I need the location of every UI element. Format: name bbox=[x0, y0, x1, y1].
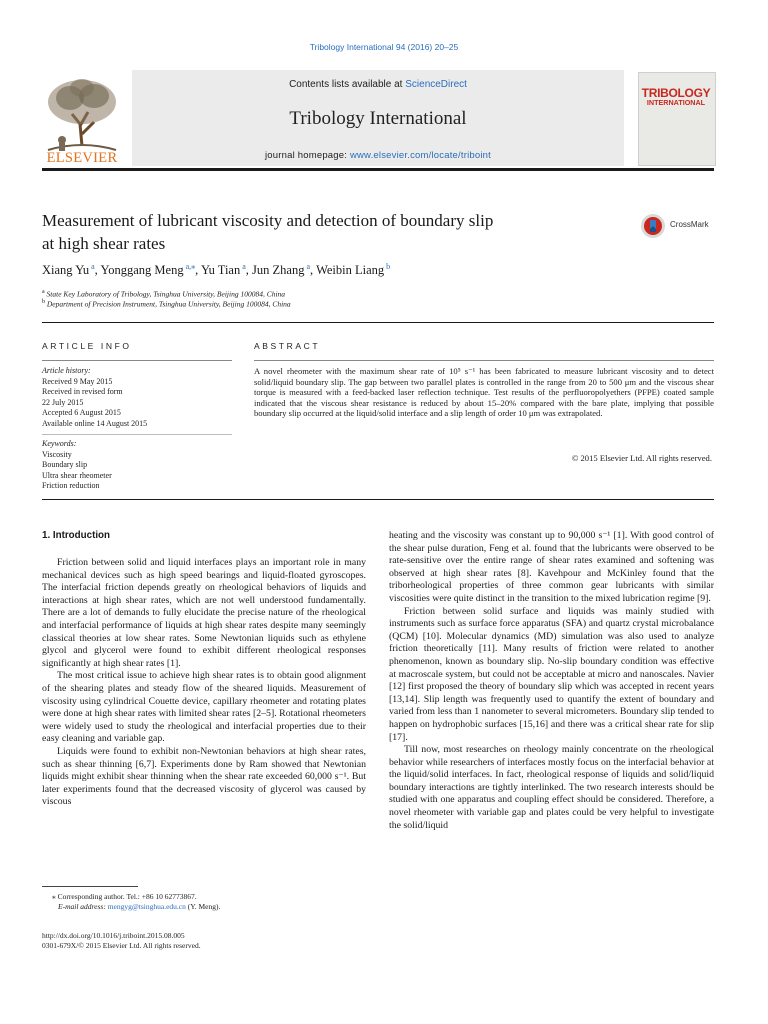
cover-subtitle: INTERNATIONAL bbox=[646, 98, 706, 107]
author-affiliation-marker[interactable]: b bbox=[384, 262, 391, 271]
cover-title: TRIBOLOGY bbox=[641, 86, 711, 100]
article-history bbox=[42, 366, 232, 430]
affiliation-marker: a bbox=[42, 289, 45, 295]
history-item: Accepted 6 August 2015 bbox=[42, 408, 121, 418]
author-affiliation-marker[interactable]: a bbox=[89, 262, 95, 271]
section-heading-introduction: 1. Introduction bbox=[42, 530, 111, 541]
article-title bbox=[42, 209, 622, 255]
keyword-item: Boundary slip bbox=[42, 460, 88, 470]
journal-title: Tribology International bbox=[289, 108, 467, 129]
paragraph: heating and the viscosity was constant up to 90,000 s⁻¹ [1]. With good control of the shear pulse duration, Feng et al. found that the lubricants were observed to be rate-sensitive over the entire range of shear rates examined and softening was observed at high shear rates [8]. Kavehpour and McKinley found that the triborheological properties of three common gear lubricants with similar viscosities were quite distinct in the transition to the mixed lubrication regime [9]. bbox=[389, 530, 714, 604]
corresponding-author-note: ⁎ Corresponding author. Tel.: +86 10 62773867. bbox=[52, 892, 197, 901]
author-name: Yu Tian bbox=[200, 263, 241, 278]
title-line-2: at high shear rates bbox=[42, 234, 166, 253]
paragraph: Till now, most researches on rheology mainly concentrate on the rheological behavior while researchers of interfaces mostly focus on the interfacial behavior at the liquid/solid interfaces. In fact, rheological response of liquids and solid/liquid boundary interactions are tightly interlinked. The two research interests should be studied with one apparatus and coupling effect should be considered. Therefore, a novel rheometer with variable gap and plates could be very helpful to investigate the solid/liquid bbox=[389, 744, 714, 831]
footnote-rule bbox=[42, 886, 138, 887]
abstract-heading: ABSTRACT bbox=[254, 341, 321, 351]
paragraph: Friction between solid surface and liquids was mainly studied with instruments such as surface force apparatus (SFA) and quartz crystal microbalance (QCM) [10]. Molecular dynamics (MD) simulation was also used to analyze friction theoretically [11]. Many results of friction were related to another phenomenon, known as boundary slip. No-slip boundary condition was effective at macroscale system, but could not be acceptable at micro and nanoscales. Navier [12] first proposed the theory of boundary slip which was accepted in recent years [13,14]. Slip length was frequently used to quantify the extent of boundary and varied from less than 1 nanometer to several micrometers. Boundary slip tended to happen on hydrophobic surfaces [15,16] and there was a critical shear rate for slip [17]. bbox=[389, 605, 714, 743]
homepage-link[interactable]: www.elsevier.com/locate/triboint bbox=[349, 150, 491, 161]
affiliation-b bbox=[42, 299, 291, 309]
abstract-copyright: © 2015 Elsevier Ltd. All rights reserved. bbox=[571, 453, 712, 463]
author-affiliation-marker[interactable]: a bbox=[240, 262, 246, 271]
homepage-prefix: journal homepage: bbox=[265, 150, 350, 161]
author-name: Yonggang Meng bbox=[100, 263, 184, 278]
header-rule bbox=[42, 168, 714, 171]
author-separator: , bbox=[94, 263, 101, 278]
author-affiliation-marker[interactable]: a,⁎ bbox=[183, 262, 196, 271]
sciencedirect-link[interactable]: ScienceDirect bbox=[405, 79, 467, 90]
paragraph: Friction between solid and liquid interfaces plays an important role in many mechanical devices such as high speed bearings and liquid-floated gyroscopes. The interfacial friction depends greatly on rheological behaviors of liquids and interactions at high shear rates, which are not well understood fundamentally. There are a lot of demands to fully elucidate the precise nature of the rheological and interfacial performance of liquids at high shear rates despite many seemingly classical theories at low shear rates. Some Newtonian liquids such as ethylene glycol and glycerol were found to exhibit different rheological responses significantly at high shear rates [1]. bbox=[42, 557, 366, 669]
paragraph: The most critical issue to achieve high shear rates is to obtain good alignment of the shearing plates and steady flow of the sheared liquids. Measurement of viscosity using cylindrical Couette device, capillary rheometer and rotating plates were done at high shear rates with limited shear rates [2–5]. Rotational rheometers were widely used to study the rheological and interfacial properties due to their easy cleaning and variable gap. bbox=[42, 670, 366, 745]
abstract-text: A novel rheometer with the maximum shear rate of 10⁵ s⁻¹ has been fabricated to measure lubricant viscosity and to detect solid/liquid boundary slip. The gap between two parallel plates is controlled in the range from 20 to 500 μm and the viscous shear torque is measured with a feed-backed laser reflection technique. Test results of the perfluoropolyethers (PFPE) coated sample indicated that the viscous shear resistance is reduced by about 15–20% compared with the bare plate, implying that possible boundary slip occurred at the liquid/solid interface and a slip length of order 10 μm was extrapolated. bbox=[254, 366, 714, 419]
crossmark-icon bbox=[640, 213, 666, 239]
crossmark-label: CrossMark bbox=[670, 220, 709, 229]
history-divider bbox=[42, 434, 232, 435]
history-item: Received in revised form bbox=[42, 387, 123, 397]
author-name: Weibin Liang bbox=[316, 263, 385, 278]
author-name: Xiang Yu bbox=[42, 263, 90, 278]
abstract-divider bbox=[42, 499, 714, 500]
contents-line bbox=[132, 79, 624, 90]
abstract-rule bbox=[254, 360, 714, 361]
author-affiliation-marker[interactable]: a bbox=[304, 262, 311, 271]
author-separator: , bbox=[310, 263, 317, 278]
paragraph: Liquids were found to exhibit non-Newtonian behaviors at high shear rates, such as shear thinning [6,7]. Experiments done by Ram showed that Newtonian liquids might exhibit shear thinning when the shear rate exceeded 60,000 s⁻¹. But later experiments found that the decreased viscosity of glycerol was caused by viscous bbox=[42, 745, 366, 808]
keywords bbox=[42, 439, 232, 492]
email-note bbox=[58, 902, 220, 912]
history-item: Received 9 May 2015 bbox=[42, 376, 113, 386]
affiliation-text: Department of Precision Instrument, Tsinghua University, Beijing 100084, China bbox=[46, 299, 291, 309]
right-column bbox=[389, 530, 714, 832]
keywords-label: Keywords: bbox=[42, 439, 77, 448]
left-column bbox=[42, 557, 366, 809]
keyword-item: Ultra shear rheometer bbox=[42, 470, 112, 480]
author-list bbox=[42, 262, 702, 278]
title-divider bbox=[42, 322, 714, 323]
author-separator: , bbox=[195, 263, 201, 278]
history-label: Article history: bbox=[42, 366, 91, 375]
crossmark-badge[interactable] bbox=[640, 211, 720, 241]
article-info-heading: ARTICLE INFO bbox=[42, 341, 132, 351]
journal-citation[interactable]: Tribology International 94 (2016) 20–25 bbox=[309, 42, 459, 52]
article-info-rule bbox=[42, 360, 232, 361]
author-name: Jun Zhang bbox=[252, 263, 305, 278]
affiliation-marker: b bbox=[42, 299, 45, 305]
history-item: 22 July 2015 bbox=[42, 397, 84, 407]
keyword-item: Friction reduction bbox=[42, 481, 100, 491]
author-separator: , bbox=[245, 263, 253, 278]
affiliation-text: State Key Laboratory of Tribology, Tsinghua University, Beijing 100084, China bbox=[46, 289, 286, 299]
history-item: Available online 14 August 2015 bbox=[42, 418, 148, 428]
email-label: E-mail address: bbox=[58, 902, 108, 911]
email-suffix: (Y. Meng). bbox=[185, 902, 221, 911]
contents-prefix: Contents lists available at bbox=[289, 79, 406, 90]
journal-homepage bbox=[132, 150, 624, 161]
issn-line: 0301-679X/© 2015 Elsevier Ltd. All rights reserved. bbox=[42, 941, 201, 950]
email-link[interactable]: mengyg@tsinghua.edu.cn bbox=[107, 902, 186, 911]
affiliation-a bbox=[42, 289, 285, 299]
elsevier-wordmark: ELSEVIER bbox=[46, 150, 118, 166]
doi-link[interactable]: http://dx.doi.org/10.1016/j.triboint.2015.08.005 bbox=[42, 931, 185, 940]
title-line-1: Measurement of lubricant viscosity and detection of boundary slip bbox=[42, 211, 494, 230]
keyword-item: Viscosity bbox=[42, 449, 72, 459]
